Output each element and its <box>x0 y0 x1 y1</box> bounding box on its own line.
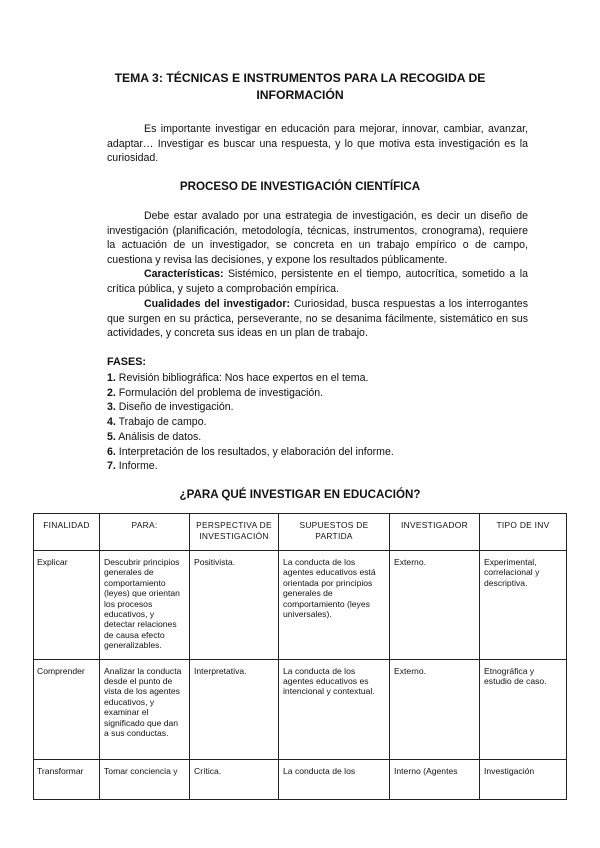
page-title: TEMA 3: TÉCNICAS E INSTRUMENTOS PARA LA RECOGIDA DE INFORMACIÓN <box>114 71 486 102</box>
fase-text: Análisis de datos. <box>115 430 202 443</box>
table-cell: Etnográfica y estudio de caso. <box>480 659 567 759</box>
table-cell: La conducta de los <box>279 759 390 799</box>
table-row <box>34 551 567 660</box>
list-item <box>107 415 394 430</box>
column-header: SUPUESTOS DE PARTIDA <box>279 514 390 551</box>
table-cell: Comprender <box>34 659 100 759</box>
table-cell: Crítica. <box>190 759 279 799</box>
fase-text: Revisión bibliográfica: Nos hace expertos en el tema. <box>115 372 369 384</box>
table-cell: Experimental, correlacional y descriptiva. <box>480 551 567 660</box>
table-cell: La conducta de los agentes educativos está orientada por principios generales de comportamiento (leyes universales). <box>279 551 390 660</box>
fase-text: Informe. <box>115 460 158 473</box>
table-row <box>34 659 567 759</box>
fase-number: 4. <box>107 416 116 429</box>
list-item <box>107 371 394 386</box>
table-cell: Tomar conciencia y <box>100 759 190 799</box>
table-cell: Explicar <box>34 551 100 660</box>
cualidades-label: Cualidades del investigador: <box>144 298 291 310</box>
table-cell: Positivista. <box>190 551 279 660</box>
list-item <box>107 459 394 474</box>
table-cell: Externo. <box>390 659 480 759</box>
caracteristicas-text: Sistémico, persistente en el tiempo, autocrítica, sometido a la crítica pública, y sujeto a comprobación empírica. <box>107 268 528 295</box>
fase-number: 5. <box>107 430 116 443</box>
list-item <box>107 430 394 445</box>
list-item <box>107 445 394 460</box>
fase-number: 1. <box>107 372 116 384</box>
table-cell: Interno (Agentes <box>390 759 480 799</box>
proceso-paragraph: Debe estar avalado por una estrategia de investigación, es decir un diseño de investigación (planificación, metodología, técnicas, instrumentos, cronograma), requiere la actuación de un investigador, se concreta en un trabajo empírico o de campo, cuestiona y revisa las decisiones, y expone los resultados públicamente. <box>107 210 528 266</box>
table-cell: Investigación <box>480 759 567 799</box>
caracteristicas-paragraph <box>107 267 528 296</box>
caracteristicas-label: Características: <box>144 268 224 280</box>
fase-number: 6. <box>107 445 116 458</box>
table-cell: Transformar <box>34 759 100 799</box>
fase-number: 7. <box>107 460 116 473</box>
list-item <box>107 386 394 401</box>
fase-text: Interpretación de los resultados, y elaboración del informe. <box>115 445 394 458</box>
list-item <box>107 400 394 415</box>
table-cell: La conducta de los agentes educativos es intencional y contextual. <box>279 659 390 759</box>
table-cell: Descubrir principios generales de comportamiento (leyes) que orientan los procesos educativos, y detectar relaciones de causa efecto generalizables. <box>100 551 190 660</box>
fases-title: FASES: <box>107 356 146 368</box>
table-cell: Analizar la conducta desde el punto de vista de los agentes educativos, y examinar el significado que dan a sus conductas. <box>100 659 190 759</box>
column-header: INVESTIGADOR <box>390 514 480 551</box>
column-header: PARA: <box>100 514 190 551</box>
investigation-table <box>33 513 567 800</box>
column-header: PERSPECTIVA DE INVESTIGACIÓN <box>190 514 279 551</box>
cualidades-paragraph <box>107 297 528 341</box>
column-header: FINALIDAD <box>34 514 100 551</box>
section-heading-para-que: ¿PARA QUÉ INVESTIGAR EN EDUCACIÓN? <box>179 488 421 501</box>
fase-number: 3. <box>107 401 116 414</box>
fases-list <box>107 371 394 474</box>
cualidades-text: Curiosidad, busca respuestas a los interrogantes que surgen en su práctica, perseverante, no se desanima fácilmente, sistemático en sus actividades, y concreta sus ideas en un plan de trabajo. <box>107 298 528 340</box>
table-row <box>34 759 567 799</box>
fase-text: Trabajo de campo. <box>115 416 207 429</box>
fase-text: Diseño de investigación. <box>115 401 234 414</box>
fase-text: Formulación del problema de investigación. <box>115 386 324 399</box>
section-heading-proceso: PROCESO DE INVESTIGACIÓN CIENTÍFICA <box>179 180 421 193</box>
table-header-row <box>34 514 567 551</box>
column-header: TIPO DE INV <box>480 514 567 551</box>
intro-paragraph: Es importante investigar en educación para mejorar, innovar, cambiar, avanzar, adaptar… Investigar es buscar una respuesta, y lo que motiva esta investigación es la curiosidad. <box>107 123 528 165</box>
table-cell: Interpretativa. <box>190 659 279 759</box>
table-cell: Externo. <box>390 551 480 660</box>
fase-number: 2. <box>107 386 116 399</box>
